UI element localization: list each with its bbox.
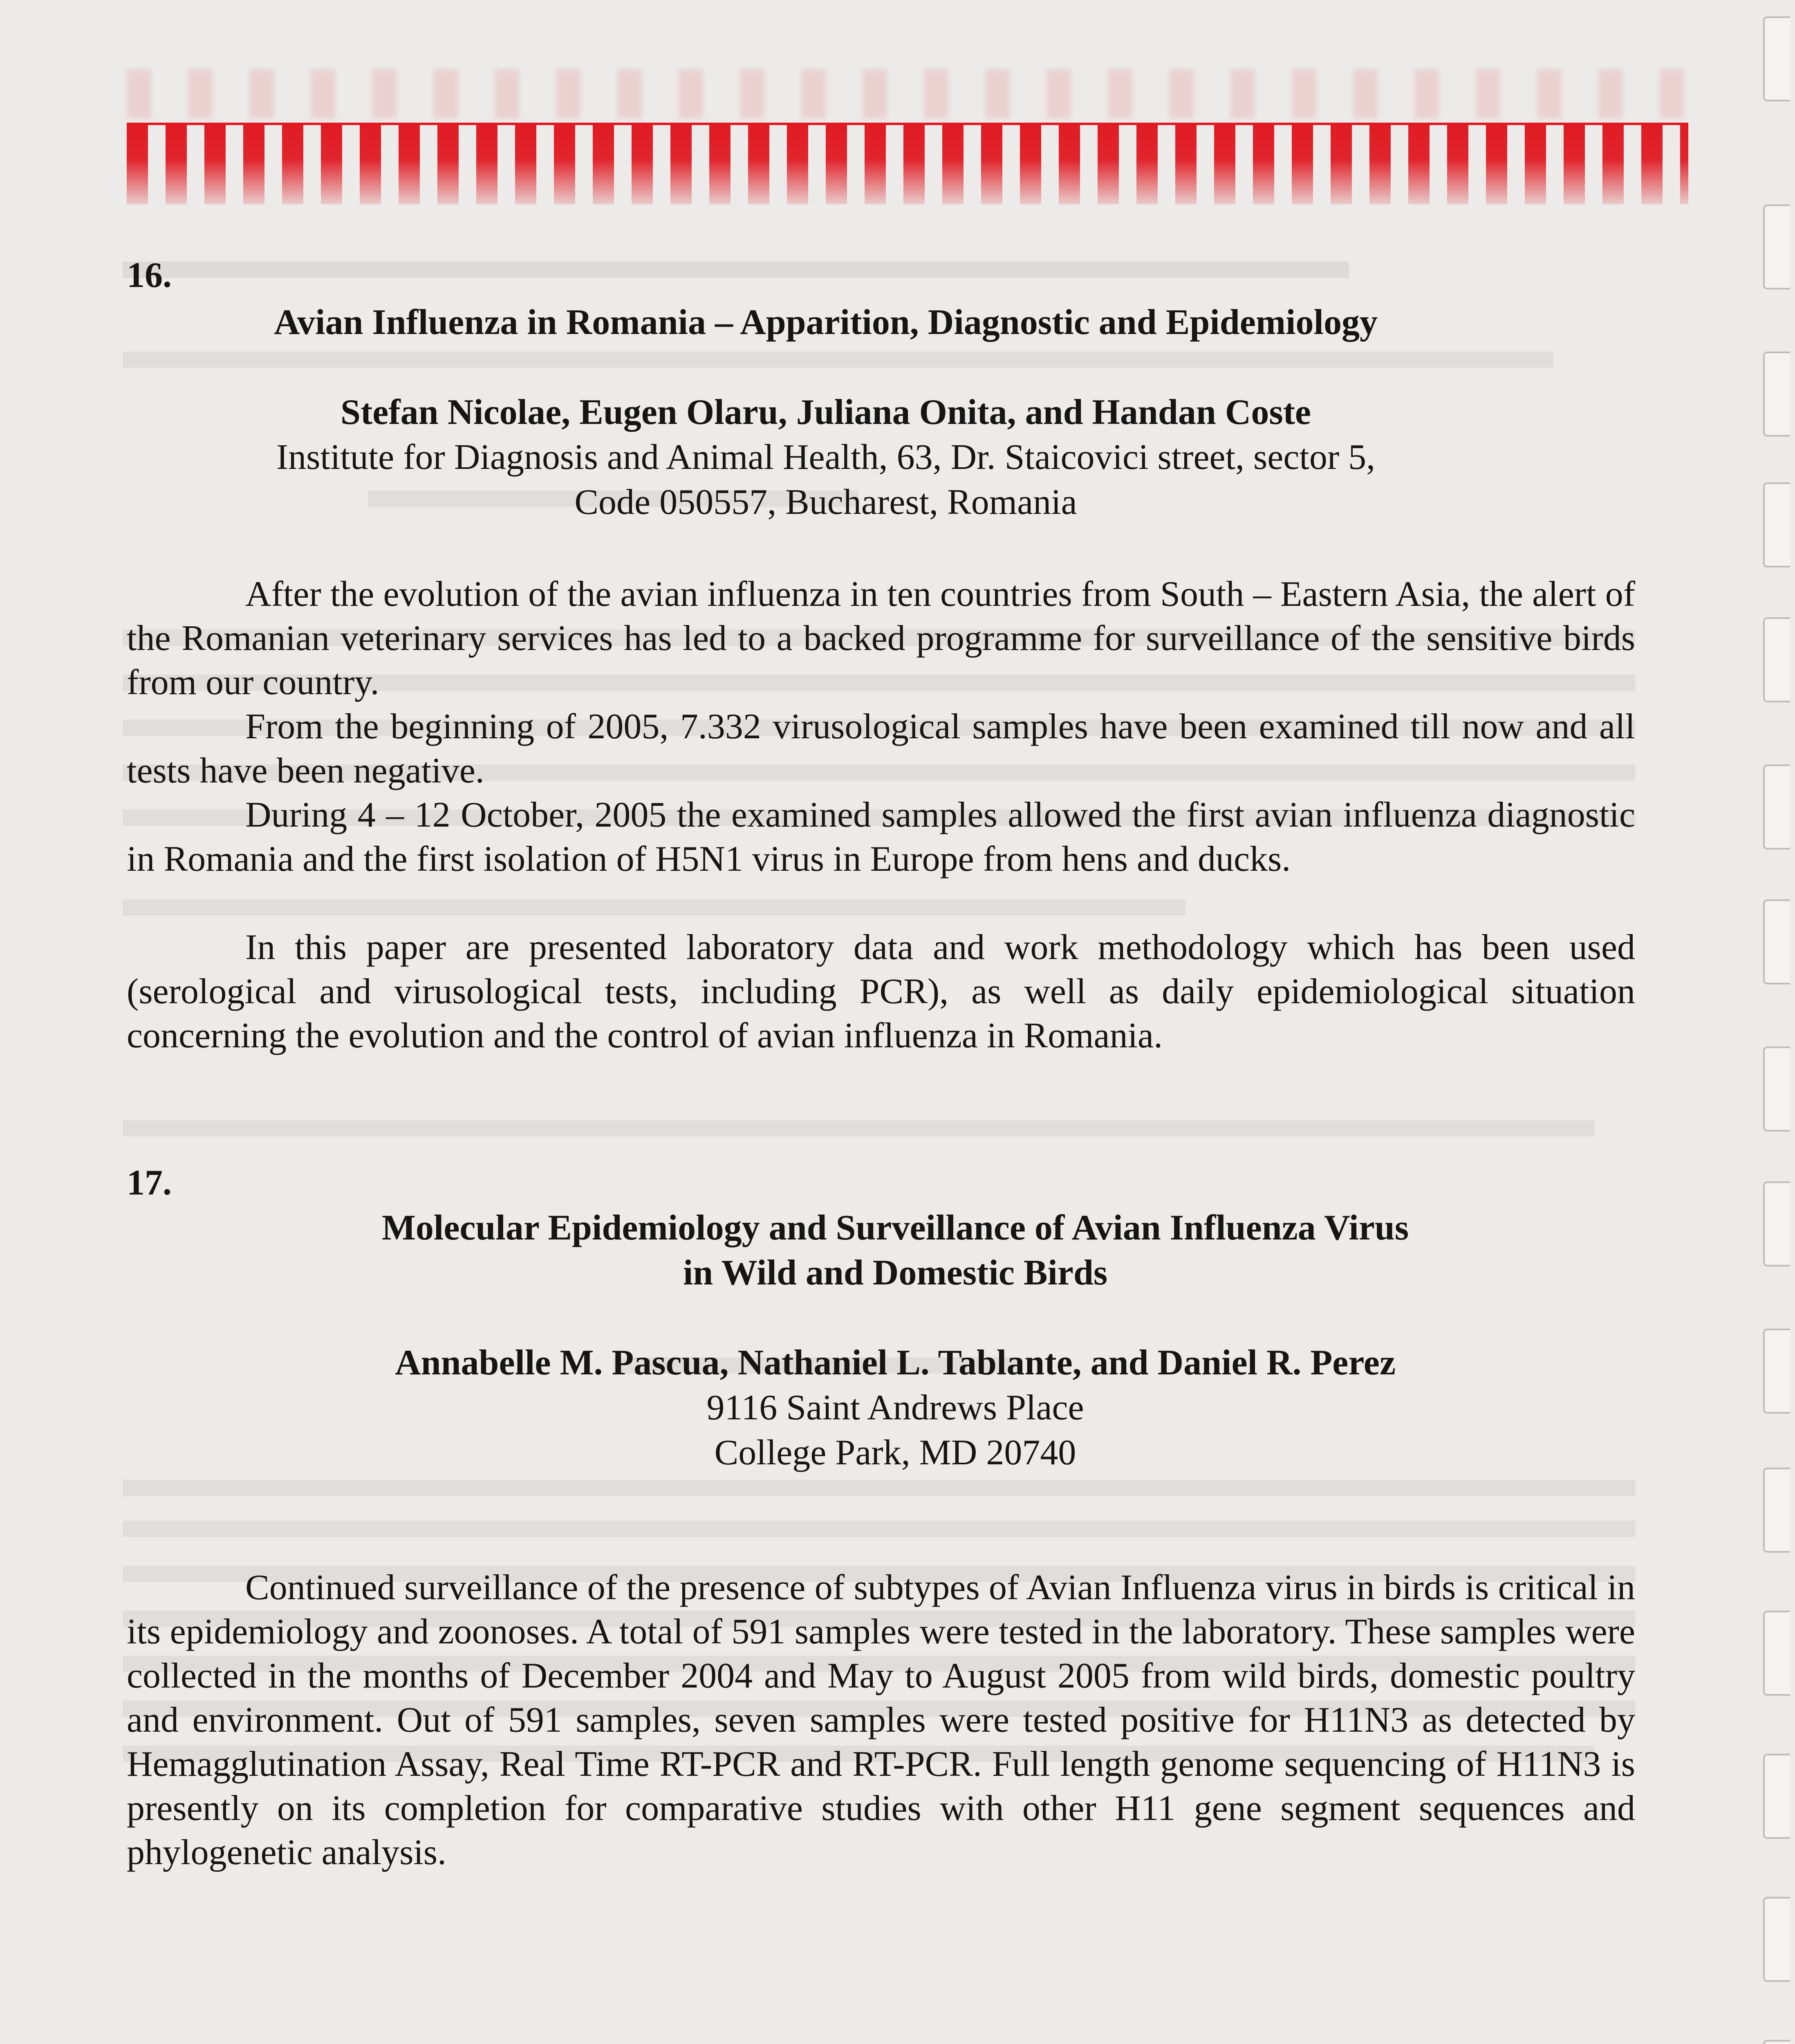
affiliation-line: Code 050557, Bucharest, Romania bbox=[574, 482, 1077, 522]
affiliation-line: Institute for Diagnosis and Animal Health, 63, Dr. Staicovici street, sector 5, bbox=[276, 437, 1376, 477]
abstract-number: 17. bbox=[127, 1163, 172, 1203]
abstract-body bbox=[127, 1566, 1635, 1875]
binder-tab bbox=[1763, 617, 1790, 702]
binder-tab bbox=[1763, 1897, 1790, 1982]
binder-tab bbox=[1763, 1329, 1790, 1414]
binder-tabs bbox=[1750, 0, 1795, 2044]
body-paragraph: From the beginning of 2005, 7.332 virusological samples have been examined till now and all tests have been negative. bbox=[127, 707, 1635, 791]
body-paragraph: During 4 – 12 October, 2005 the examined samples allowed the first avian influenza diagnostic in Romania and the first isolation of H5N1 virus in Europe from hens and ducks. bbox=[127, 795, 1635, 879]
binder-tab bbox=[1763, 352, 1790, 437]
binder-tab bbox=[1763, 204, 1790, 289]
abstract-number: 16. bbox=[127, 256, 172, 295]
stripe-ghost-decoration bbox=[127, 69, 1688, 119]
red-stripe-banner bbox=[127, 123, 1688, 204]
binder-tab bbox=[1763, 482, 1790, 567]
binder-tab bbox=[1763, 764, 1790, 849]
stripe-top-rule bbox=[127, 123, 1688, 125]
abstract-authors: Stefan Nicolae, Eugen Olaru, Juliana Onita, and Handan Coste bbox=[341, 392, 1311, 432]
binder-tab bbox=[1763, 16, 1790, 101]
abstract-title: Molecular Epidemiology and Surveillance of Avian Influenza Virus bbox=[381, 1208, 1409, 1248]
abstract-title: Avian Influenza in Romania – Apparition, Diagnostic and Epidemiology bbox=[274, 303, 1378, 342]
address-line: College Park, MD 20740 bbox=[714, 1433, 1076, 1472]
abstract-body bbox=[127, 572, 1635, 1058]
address-line: 9116 Saint Andrews Place bbox=[706, 1388, 1084, 1428]
binder-tab bbox=[1763, 1468, 1790, 1553]
binder-tab bbox=[1763, 1181, 1790, 1266]
binder-tab bbox=[1763, 1754, 1790, 1839]
body-paragraph: In this paper are presented laboratory data and work methodology which has been used (serological and virusological tests, including PCR), as well as daily epidemiological situation concerning the evolution and the control of avian influenza in Romania. bbox=[127, 928, 1635, 1056]
abstract-title: in Wild and Domestic Birds bbox=[683, 1253, 1108, 1293]
body-paragraph: Continued surveillance of the presence of subtypes of Avian Influenza virus in birds is critical in its epidemiology and zoonoses. A total of 591 samples were tested in the laboratory. These samples were collected in the months of December 2004 and May to August 2005 from wild birds, domestic poultry and environment. Out of 591 samples, seven samples were tested positive for H11N3 as detected by Hemagglutination Assay, Real Time RT-PCR and RT-PCR. Full length genome sequencing of H11N3 is presently on its completion for comparative studies with other H11 gene segment sequences and phylogenetic analysis. bbox=[127, 1568, 1635, 1872]
binder-tab bbox=[1763, 899, 1790, 984]
binder-tab bbox=[1763, 2040, 1790, 2044]
binder-tab bbox=[1763, 1047, 1790, 1132]
body-paragraph: After the evolution of the avian influenza in ten countries from South – Eastern Asia, the alert of the Romanian veterinary services has led to a backed programme for surveillance of the sensitive birds from our country. bbox=[127, 574, 1635, 702]
abstract-authors: Annabelle M. Pascua, Nathaniel L. Tablante, and Daniel R. Perez bbox=[395, 1343, 1396, 1383]
binder-tab bbox=[1763, 1611, 1790, 1696]
